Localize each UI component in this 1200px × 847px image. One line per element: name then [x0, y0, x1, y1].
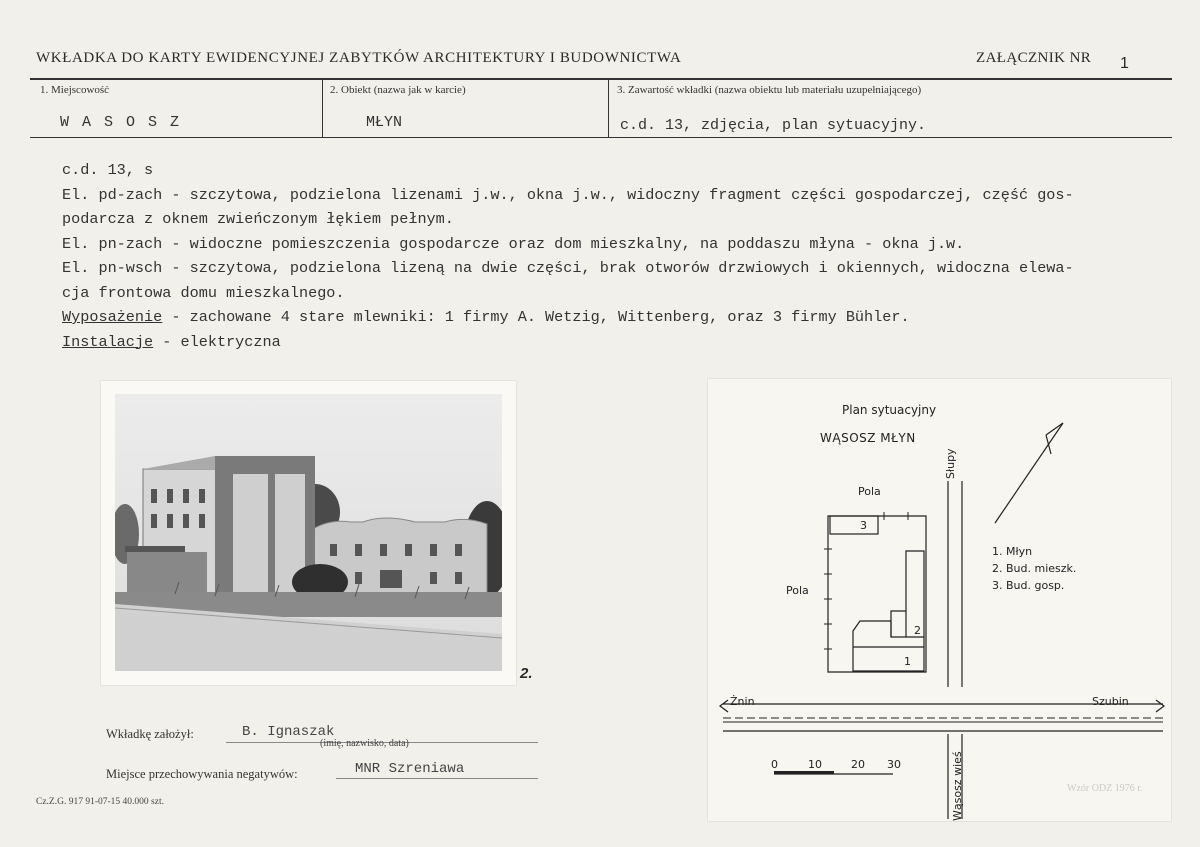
plan-building-number: 1	[904, 655, 911, 668]
plan-building-number: 3	[860, 519, 867, 532]
equipment-line	[62, 305, 1187, 330]
field-label-object: 2. Obiekt (nazwa jak w karcie)	[330, 84, 466, 96]
equipment-label: Wyposażenie	[62, 308, 163, 326]
site-plan-drawing	[708, 379, 1171, 821]
form-template-mark: Wzór ODZ 1976 r.	[1067, 783, 1143, 794]
installations-text: - elektryczna	[153, 332, 281, 351]
column-divider-2	[608, 79, 609, 137]
plan-subtitle: WĄSOSZ MŁYN	[820, 431, 916, 445]
field-value-object: MŁYN	[366, 114, 403, 131]
plan-label-road-znin: Żnin	[730, 695, 755, 708]
photo-number: 2.	[520, 665, 533, 682]
plan-legend-item: 2. Bud. mieszk.	[992, 562, 1077, 575]
description-text	[62, 158, 1187, 354]
field-label-locality: 1. Miejscowość	[40, 84, 110, 96]
form-title: WKŁADKA DO KARTY EWIDENCYJNEJ ZABYTKÓW ARCHITEKTURY I BUDOWNICTWA	[36, 50, 682, 66]
author-value: B. Ignaszak	[242, 724, 335, 740]
plan-scale-label: 30	[887, 758, 901, 771]
author-label: Wkładkę założył:	[106, 727, 194, 741]
mill-photograph	[115, 394, 502, 671]
plan-legend-item: 1. Młyn	[992, 545, 1033, 558]
storage-line	[336, 778, 538, 779]
author-note: (imię, nazwisko, data)	[320, 738, 409, 749]
plan-label-road-szubin: Szubin	[1092, 695, 1129, 708]
storage-label: Miejsce przechowywania negatywów:	[106, 767, 298, 781]
field-value-locality: W A S O S Z	[60, 114, 182, 131]
installations-label: Instalacje	[62, 332, 154, 351]
description-line: El. pn-zach - widoczne pomieszczenia gospodarcze oraz dom mieszkalny, na poddaszu młyna - okna j.w.	[62, 234, 965, 253]
annex-label: ZAŁĄCZNIK NR	[976, 50, 1092, 66]
field-label-contents: 3. Zawartość wkładki (nazwa obiektu lub materiału uzupełniającego)	[617, 84, 922, 96]
field-value-contents: c.d. 13, zdjęcia, plan sytuacyjny.	[620, 117, 927, 134]
annex-number: 1	[1120, 55, 1129, 72]
plan-legend-item: 3. Bud. gosp.	[992, 579, 1065, 592]
storage-value: MNR Szreniawa	[355, 761, 465, 777]
plan-scale-label: 20	[851, 758, 865, 771]
print-code: Cz.Z.G. 917 91-07-15 40.000 szt.	[36, 797, 164, 807]
plan-scale-label: 10	[808, 758, 822, 771]
header-rule-bottom	[30, 137, 1172, 138]
description-line: El. pd-zach - szczytowa, podzielona lizenami j.w., okna j.w., widoczny fragment części gospodarczej, część gos-	[62, 185, 1074, 204]
plan-label-road-wasosz: Wąsosz wieś	[951, 751, 964, 821]
plan-label-fields-left: Pola	[786, 584, 809, 597]
site-plan-card	[708, 379, 1171, 821]
plan-label-fields-top: Pola	[858, 485, 881, 498]
header-rule-top	[30, 78, 1172, 80]
description-line: El. pn-wsch - szczytowa, podzielona lizeną na dwie części, brak otworów drzwiowych i okiennych, widoczna elewa-	[62, 259, 1074, 277]
column-divider-1	[322, 79, 323, 137]
plan-building-number: 2	[914, 624, 921, 637]
plan-title: Plan sytuacyjny	[842, 403, 937, 417]
equipment-text: - zachowane 4 stare mlewniki: 1 firmy A. Wetzig, Wittenberg, oraz 3 firmy Bühler.	[162, 308, 910, 326]
photo-mount	[101, 381, 516, 685]
installations-line	[62, 330, 1187, 355]
description-line: podarcza z oknem zwieńczonym łękiem pełnym.	[62, 210, 454, 228]
description-line: c.d. 13, s	[62, 161, 154, 179]
plan-label-road-columns: Słupy	[944, 448, 957, 479]
description-line: cja frontowa domu mieszkalnego.	[62, 283, 345, 302]
plan-scale-label: 0	[771, 758, 778, 771]
